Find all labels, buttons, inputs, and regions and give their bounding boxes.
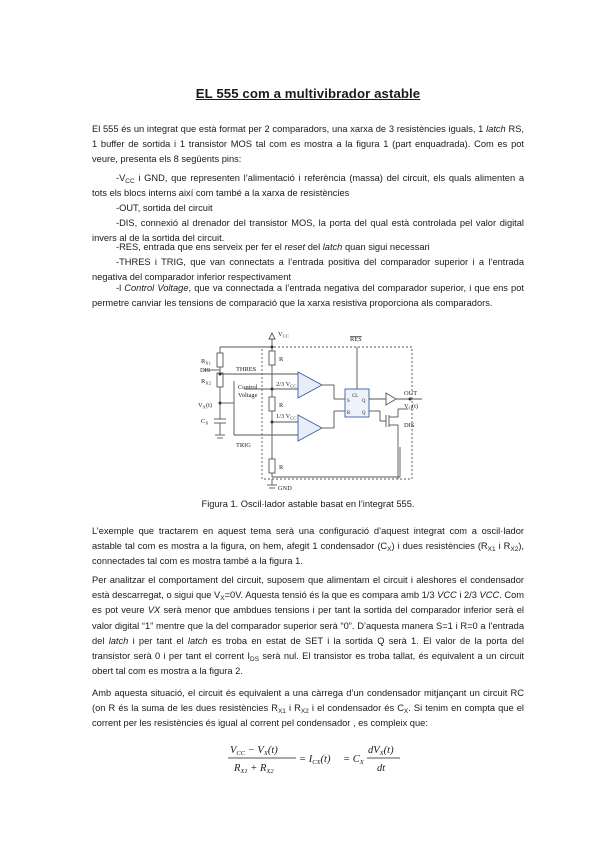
label-gnd: GND — [278, 485, 292, 492]
resistor-r2 — [269, 397, 275, 411]
label-rx2: $R_{X2}$ — [201, 378, 211, 386]
pin-dis: -DIS, connexió al drenador del transistor MOS, la porta del qual està controlada pel valor digital invers al de la sortida del circuit. — [92, 218, 524, 244]
label-dis-out: DIS — [404, 422, 415, 429]
label-control: Control — [238, 384, 258, 391]
output-buffer — [386, 393, 396, 405]
label-vo: $V_O(t)$ — [404, 403, 418, 411]
eq-derivative-den: dt — [377, 763, 386, 774]
label-cx: $C_X$ — [201, 418, 209, 426]
label-dis: DIS — [200, 367, 211, 374]
resistor-rx1 — [217, 353, 223, 367]
eq-denominator: RX1 + RX2 — [234, 763, 274, 775]
paragraph-rc-circuit: Amb aquesta situació, el circuit és equivalent a una càrrega d’un condensador mitjançant un circuit RC (on R és la suma de les dues resistències $R_{X1}$ i $R_{X2}$ i el condensador és $C_X$. Si tenim en compta que el corrent per les resistències és igual al corrent pel condensador , es compleix que: — [92, 688, 524, 729]
page-title: EL 555 com a multivibrador astable — [195, 86, 421, 101]
label-res: RES — [350, 336, 362, 343]
rc-equation — [222, 739, 402, 779]
label-trig: TRIG — [236, 442, 251, 449]
label-out: OUT — [404, 390, 418, 397]
label-thres: THRES — [236, 366, 257, 373]
label-s: S — [347, 399, 350, 404]
eq-capacitor: = CX — [343, 754, 364, 766]
comparator-upper — [298, 372, 322, 398]
label-two-thirds-vcc: 2/3 $V_{CC}$ — [276, 381, 297, 389]
label-rx1: $R_{X1}$ — [201, 358, 211, 366]
figure-caption: Figura 1. Oscil·lador astable basat en l’integrat 555. — [201, 499, 415, 509]
label-vx: $V_X(t)$ — [198, 402, 212, 410]
resistor-r1 — [269, 351, 275, 365]
astable-555-schematic — [190, 327, 430, 495]
resistor-r3 — [269, 459, 275, 473]
pin-thres-trig: -THRES i TRIG, que van connectats a l’entrada positiva del comparador superior i a l’entrada negativa del comparador inferior respectivament — [92, 257, 524, 283]
pin-out: -OUT, sortida del circuit — [116, 203, 213, 213]
label-r1: R — [279, 356, 284, 363]
eq-derivative-num: dVX(t) — [368, 745, 394, 757]
eq-numerator: VCC − VX(t) — [230, 745, 278, 757]
vcc-symbol — [269, 333, 275, 339]
label-cl: CL — [352, 394, 359, 399]
label-r-latch: R — [347, 411, 351, 416]
label-one-third-vcc: 1/3 $V_{CC}$ — [276, 413, 297, 421]
label-q: Q — [362, 399, 366, 404]
pin-control-voltage: -l Control Voltage, que va connectada a l’entrada negativa del comparador superior, i que ens pot permetre canviar les tensions de comparació que la xarxa resistiva proporciona als comparadors. — [92, 283, 524, 309]
label-voltage: Voltage — [238, 392, 258, 399]
pin-vcc-gnd: $-V_{CC}$ i GND, que representen l’alimentació i referència (massa) del circuit, els quals alimenten a tots els blocs interns així com també a la xarxa de resistències — [92, 173, 524, 199]
label-r3: R — [279, 464, 284, 471]
eq-current: = ICX(t) — [299, 754, 331, 766]
paragraph-example: L’exemple que tractarem en aquest tema serà una configuració d’aquest integrat com a oscil·lador astable tal com es mostra a la figura, on hem, afegit 1 condensador $(C_X)$ i dues resistències ($R_{X1}$ i $R_{X2}$), connectades tal com es mostra també a la figura 1. — [92, 526, 524, 567]
pin-res: -RES, entrada que ens serveix per fer el reset del latch quan sigui necessari — [116, 242, 430, 252]
comparator-lower — [298, 415, 322, 441]
paragraph-analysis: Per analitzar el comportament del circuit, suposem que alimentam el circuit i aleshores el condensador està descarregat, o sigui que $V_X=0V$. Aquesta tensió és la que es compara amb 1/3 VCC i 2/3 VCC. Com es pot veure VX serà menor que ambdues tensions i per tant la sortida del comparador inferior serà el valor digital “1” mentre que la del comparador superior serà “0”. D’aquesta manera S=1 i R=0 a l’entrada del latch i per tant el latch es troba en estat de SET i la sortida Q serà 1. El valor de la porta del transistor serà 0 i per tant el corrent $I_{DS}$ serà nul. El transistor es troba tallat, és equivalent a un circuit obert tal com es mostra a la figura 2. — [92, 575, 524, 677]
intro-paragraph: El 555 és un integrat que està format per 2 comparadors, una xarxa de 3 resistències iguals, 1 latch RS, 1 buffer de sortida i 1 transistor MOS tal com es mostra a la figura 1 (part enquadrada). Com es pot veure, presenta els 8 següents pins: — [92, 124, 524, 165]
label-qbar: Q — [362, 411, 366, 416]
label-vcc: $V_{CC}$ — [278, 331, 289, 339]
label-r2: R — [279, 402, 284, 409]
